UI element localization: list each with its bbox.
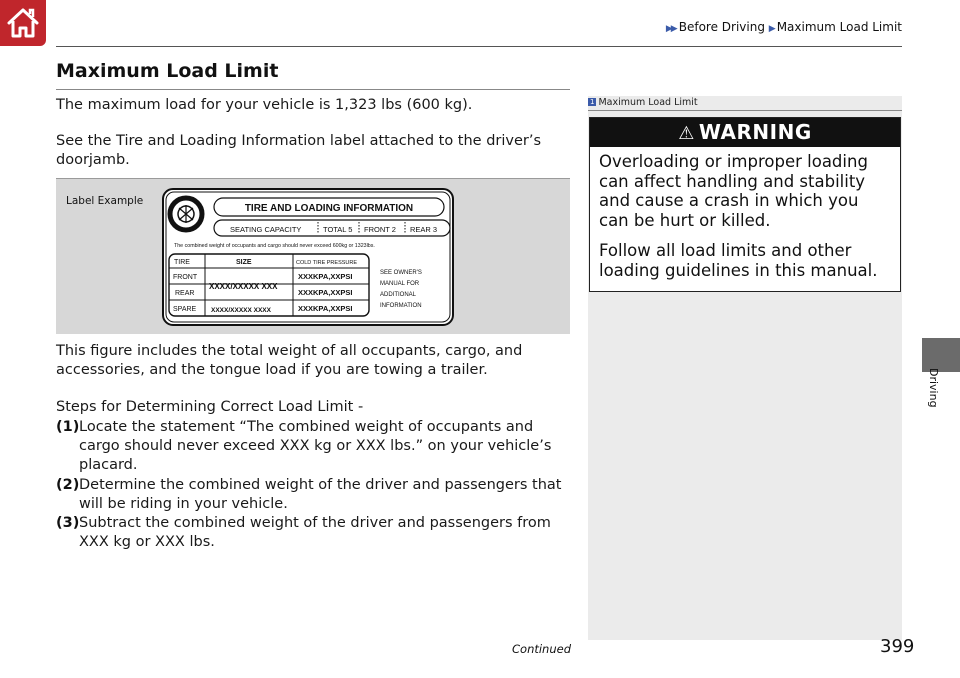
note-header — [588, 97, 698, 108]
breadcrumb-arrow-icon: ▶▶ — [665, 24, 676, 34]
note-number-badge: 1 — [590, 98, 595, 106]
page-title: Maximum Load Limit — [56, 60, 279, 82]
home-button[interactable] — [0, 0, 46, 46]
page-number: 399 — [880, 636, 915, 657]
step-text: Determine the combined weight of the driver and passengers that will be riding in your vehicle. — [79, 477, 562, 512]
tire-loading-label — [158, 188, 458, 328]
label-pressure-3: XXXKPA,XXPSI — [298, 304, 353, 313]
warning-triangle-icon: ⚠ — [678, 123, 695, 144]
breadcrumb — [490, 20, 902, 34]
label-see-1: SEE OWNER'S — [380, 270, 422, 276]
warning-text-follow-limits: Follow all load limits and other loading guidelines in this manual. — [599, 241, 878, 280]
step-number: (1) — [56, 419, 80, 435]
paragraph-max-load: The maximum load for your vehicle is 1,323 lbs (600 kg). — [56, 97, 473, 113]
warning-header — [590, 118, 900, 147]
label-see-2: MANUAL FOR — [380, 281, 420, 287]
step-item — [56, 476, 570, 514]
label-col-tire: TIRE — [174, 259, 190, 266]
label-heading: TIRE AND LOADING INFORMATION — [244, 203, 414, 214]
label-size-main: XXXX/XXXXX XXX — [209, 282, 278, 291]
note-title: Maximum Load Limit — [598, 97, 698, 108]
warning-heading: WARNING — [698, 120, 812, 144]
label-row-rear: REAR — [175, 290, 195, 297]
label-row-front: FRONT — [173, 274, 198, 281]
step-text: Subtract the combined weight of the driver and passengers from XXX kg or XXX lbs. — [79, 515, 551, 550]
label-rear: REAR 3 — [410, 225, 438, 234]
warning-box — [589, 117, 901, 292]
breadcrumb-item-current: Maximum Load Limit — [776, 20, 902, 34]
label-combined-weight: The combined weight of occupants and cargo should never exceed 600kg or 1323lbs. — [174, 243, 375, 249]
label-col-pressure: COLD TIRE PRESSURE — [296, 260, 358, 266]
paragraph-see-label: See the Tire and Loading Information label attached to the driver’s doorjamb. — [56, 133, 542, 168]
label-pressure-1: XXXKPA,XXPSI — [298, 272, 353, 281]
label-example-figure — [56, 178, 570, 334]
step-number: (2) — [56, 477, 80, 493]
steps-title: Steps for Determining Correct Load Limit - — [56, 399, 364, 415]
side-tab-label: Driving — [927, 368, 940, 408]
side-tab-driving[interactable] — [922, 338, 960, 372]
label-pressure-2: XXXKPA,XXPSI — [298, 288, 353, 297]
label-col-size: SIZE — [236, 259, 252, 266]
home-icon — [5, 5, 41, 41]
tire-icon — [170, 198, 202, 230]
label-front: FRONT 2 — [364, 225, 396, 234]
label-see-4: INFORMATION — [380, 303, 422, 309]
label-see-3: ADDITIONAL — [380, 292, 417, 298]
step-item — [56, 418, 570, 475]
figure-caption: Label Example — [66, 195, 144, 207]
label-seating-capacity: SEATING CAPACITY — [230, 225, 302, 234]
breadcrumb-arrow-icon: ▶ — [768, 24, 774, 34]
title-divider — [56, 89, 570, 90]
note-divider — [588, 110, 902, 111]
label-total: TOTAL 5 — [323, 225, 353, 234]
paragraph-figure-includes: This figure includes the total weight of all occupants, cargo, and accessories, and the tongue load if you are towing a trailer. — [56, 343, 523, 378]
step-item — [56, 514, 570, 552]
breadcrumb-item-before-driving[interactable]: Before Driving — [678, 20, 765, 34]
step-number: (3) — [56, 515, 80, 531]
header-divider — [56, 46, 902, 47]
label-row-spare: SPARE — [173, 306, 197, 313]
continued-label: Continued — [512, 642, 572, 656]
step-text: Locate the statement “The combined weight of occupants and cargo should never exceed XXX kg or XXX lbs.” on your vehicle’s placard. — [79, 419, 552, 473]
warning-text-overloading: Overloading or improper loading can affect handling and stability and cause a crash in which you can be hurt or killed. — [599, 152, 868, 230]
label-size-spare: XXXX/XXXXX XXXX — [211, 307, 271, 314]
